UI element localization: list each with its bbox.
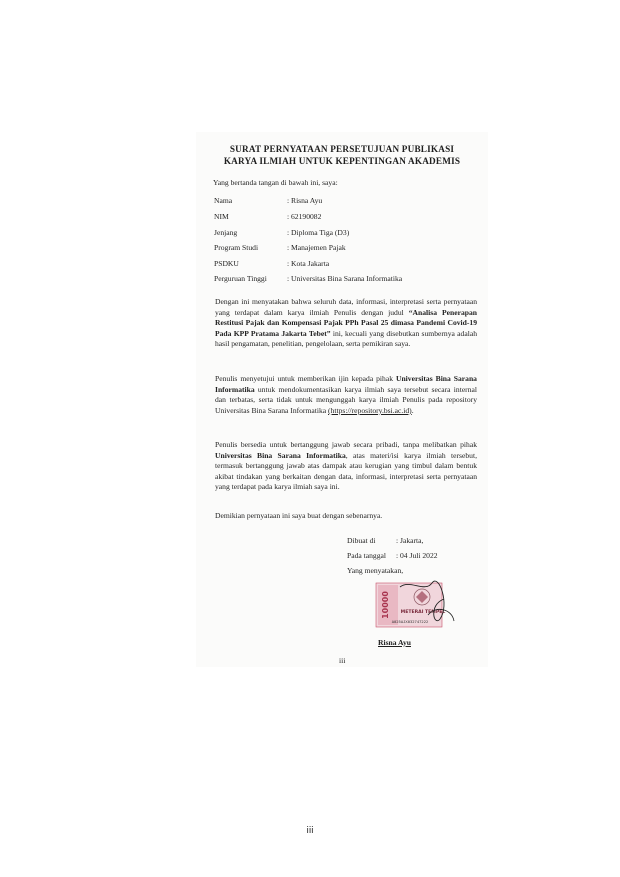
date-value: : 04 Juli 2022 (396, 551, 438, 560)
intro-text: Yang bertanda tangan di bawah ini, saya: (213, 178, 338, 187)
field-label-psdku: PSDKU (214, 259, 239, 268)
paragraph-permission: Penulis menyetujui untuk memberikan ijin kepada pihak Universitas Bina Sarana Informatika untuk mendokumentasikan karya ilmiah saya tersebut secara internal dan terbatas, serta tidak untuk mengunggah karya ilmiah Penulis pada repository Universitas Bina Sarana Informatika (https://repository.bsi.ac.id). (215, 374, 477, 415)
signer-name: Risna Ayu (378, 638, 411, 647)
field-label-nim: NIM (214, 212, 229, 221)
field-label-program-studi: Program Studi (214, 243, 259, 252)
field-value-jenjang: : Diploma Tiga (D3) (287, 228, 350, 237)
statement-label: Yang menyatakan, (347, 566, 404, 575)
field-value-nama: : Risna Ayu (287, 196, 323, 205)
svg-text:METERAI TEMPEL: METERAI TEMPEL (400, 610, 446, 615)
paragraph-declaration: Dengan ini menyatakan bahwa seluruh data, informasi, interpretasi serta pernyataan yang terdapat dalam karya ilmiah Penulis dengan judul “Analisa Penerapan Restitusi Pajak dan Kompensasi Pajak PPh Pasal 25 dimasa Pandemi Covid-19 Pada KPP Pratama Jakarta Tebet” ini, kecuali yang disebutkan sumbernya adalah hasil pengamatan, penelitian, pengelolaan, serta pemikiran saya. (215, 297, 478, 349)
field-label-jenjang: Jenjang (214, 228, 238, 237)
field-value-perguruan-tinggi: : Universitas Bina Sarana Informatika (287, 274, 403, 283)
svg-text:10000: 10000 (381, 591, 390, 619)
repository-link[interactable]: (https://repository.bsi.ac.id) (328, 405, 412, 415)
page-number: iii (306, 826, 314, 836)
closing-text: Demikian pernyataan ini saya buat dengan sebenarnya. (215, 511, 383, 520)
field-label-perguruan-tinggi: Perguruan Tinggi (214, 274, 267, 283)
field-value-psdku: : Kota Jakarta (287, 259, 330, 268)
date-label: Pada tanggal (347, 551, 387, 560)
paragraph-responsibility: Penulis bersedia untuk bertanggung jawab secara pribadi, tanpa melibatkan pihak Universitas Bina Sarana Informatika, atas materi/isi karya ilmiah tersebut, termasuk bertanggung jawab atas dampak atau kerugian yang timbul dalam bentuk akibat tindakan yang berkaitan dengan data, informasi, interpretasi serta pernyataan yang terdapat pada karya ilmiah saya ini. (215, 440, 477, 492)
field-label-nama: Nama (214, 196, 233, 205)
inner-page-number: iii (339, 656, 346, 665)
field-value-nim: : 62190082 (287, 212, 322, 221)
place-value: : Jakarta, (396, 536, 424, 545)
doc-title-line1: SURAT PERNYATAAN PERSETUJUAN PUBLIKASI (229, 144, 455, 154)
doc-title-line2: KARYA ILMIAH UNTUK KEPENTINGAN AKADEMIS (223, 156, 461, 166)
meterai-stamp-icon (370, 575, 458, 637)
field-value-program-studi: : Manajemen Pajak (287, 243, 346, 252)
place-label: Dibuat di (347, 536, 376, 545)
svg-text:A025AJX032747222: A025AJX032747222 (391, 619, 429, 624)
